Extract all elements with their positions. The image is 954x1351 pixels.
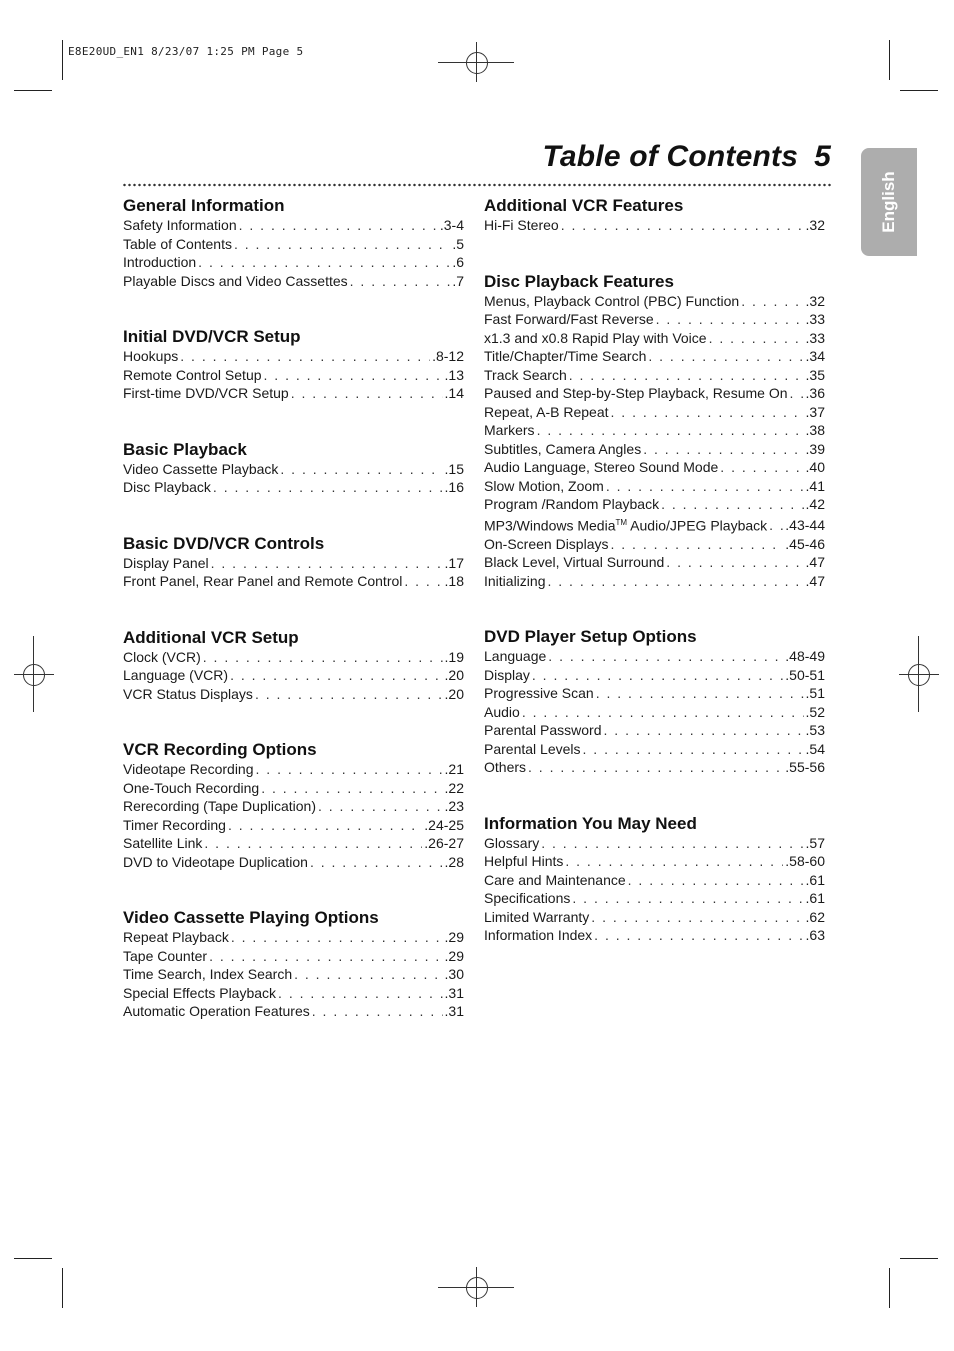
toc-section (123, 195, 464, 290)
dot-leader (572, 889, 803, 908)
entry-page-number: .8-12 (432, 348, 464, 364)
entry-label: First-time DVD/VCR Setup (123, 385, 289, 401)
toc-entry[interactable] (484, 852, 825, 871)
entry-page-number: .29 (444, 947, 464, 964)
toc-entry[interactable] (123, 666, 464, 685)
entry-page-number: .63 (805, 927, 825, 944)
entry-label: Progressive Scan (484, 685, 594, 702)
toc-section (123, 326, 464, 403)
toc-entry[interactable] (123, 685, 464, 704)
entry-label: One-Touch Recording (123, 779, 260, 796)
dot-leader (180, 347, 430, 366)
dot-leader (404, 572, 442, 591)
entry-page-number: .41 (805, 477, 825, 494)
dot-leader (310, 853, 443, 872)
dot-leader (611, 535, 784, 554)
entry-label: Initializing (484, 572, 546, 589)
toc-entry[interactable] (123, 478, 464, 497)
toc-entry[interactable] (484, 477, 825, 496)
section-title: General Information (123, 196, 285, 215)
entry-page-number: .54 (805, 740, 825, 757)
dot-leader (522, 703, 804, 722)
toc-entry[interactable] (123, 235, 464, 254)
toc-entry[interactable] (484, 514, 825, 535)
dot-leader (239, 216, 438, 235)
toc-entry[interactable] (484, 721, 825, 740)
dot-leader (280, 460, 442, 479)
toc-section (484, 626, 825, 777)
entry-label: Language (484, 648, 547, 665)
entry-page-number: .7 (452, 272, 464, 289)
dot-leader (666, 553, 803, 572)
language-tab-label: English (879, 171, 898, 233)
entry-label: Slow Motion, Zoom (484, 477, 604, 494)
entry-label: Satellite Link (123, 835, 203, 851)
entry-page-number: .37 (805, 403, 825, 420)
dot-leader (790, 384, 804, 403)
toc-entry[interactable] (123, 760, 464, 779)
entry-page-number: .14 (444, 385, 464, 401)
toc-entry[interactable] (484, 329, 825, 348)
entry-label: Videotape Recording (123, 761, 254, 777)
toc-section (123, 907, 464, 1021)
toc-entry[interactable] (484, 684, 825, 703)
dot-leader (211, 554, 443, 573)
entry-page-number: .50-51 (785, 666, 825, 683)
toc-entry[interactable] (484, 440, 825, 459)
entry-label-text: MP3/Windows Media (484, 517, 616, 534)
entry-page-number: .40 (805, 459, 825, 475)
entry-page-number: .47 (805, 554, 825, 571)
entry-page-number: .35 (805, 366, 825, 383)
dot-leader (604, 721, 804, 740)
entry-label: VCR Status Displays (123, 685, 253, 702)
toc-entry[interactable] (484, 216, 825, 235)
toc-entry[interactable] (123, 1002, 464, 1021)
entry-label (484, 514, 767, 535)
dot-leader (528, 758, 783, 777)
dot-leader (656, 310, 804, 329)
toc-entry[interactable] (123, 253, 464, 272)
entry-page-number: .57 (805, 834, 825, 851)
dot-leader (203, 648, 443, 667)
section-title: Basic DVD/VCR Controls (123, 533, 325, 553)
toc-right-column (484, 195, 825, 945)
toc-entry[interactable] (484, 926, 825, 945)
entry-page-number: .20 (444, 685, 464, 702)
language-tab (861, 148, 917, 256)
toc-entry[interactable] (484, 647, 825, 666)
crop-mark-bottom-right-v (889, 1268, 890, 1308)
dot-leader (583, 740, 804, 759)
entry-page-number: .43-44 (785, 517, 825, 534)
toc-section (484, 195, 825, 235)
entry-label: Title/Chapter/Time Search (484, 348, 647, 364)
entry-page-number: .38 (805, 422, 825, 438)
entry-label: Helpful Hints (484, 853, 564, 870)
entry-label-text-cont: Audio/JPEG Playback (627, 517, 768, 534)
dot-leader (209, 947, 442, 966)
dot-leader (228, 816, 422, 835)
entry-label: Markers (484, 422, 535, 438)
crop-mark-bottom-right-h (900, 1258, 938, 1259)
dot-leader (350, 272, 451, 291)
entry-label: Repeat Playback (123, 929, 229, 945)
section-title: VCR Recording Options (123, 740, 317, 759)
dot-leader (318, 797, 443, 816)
entry-page-number: .16 (444, 479, 464, 495)
entry-label: Playable Discs and Video Cassettes (123, 272, 348, 289)
entry-label: Time Search, Index Search (123, 966, 293, 982)
entry-page-number: .24-25 (424, 816, 464, 833)
toc-entry[interactable] (123, 816, 464, 835)
dot-leader (769, 516, 783, 535)
entry-label: On-Screen Displays (484, 535, 609, 552)
entry-page-number: .23 (444, 798, 464, 814)
entry-label: Parental Levels (484, 740, 581, 757)
dot-leader (294, 965, 442, 984)
dot-leader (591, 908, 803, 927)
toc-entry[interactable] (123, 947, 464, 966)
toc-entry[interactable] (123, 928, 464, 947)
dot-leader (561, 216, 804, 235)
toc-section (123, 627, 464, 704)
section-title: Information You May Need (484, 813, 697, 833)
dot-leader (532, 666, 783, 685)
dot-leader (720, 458, 803, 477)
toc-entry[interactable] (484, 366, 825, 385)
section-title: Additional VCR Features (484, 196, 684, 215)
entry-label: Subtitles, Camera Angles (484, 440, 642, 457)
entry-label: Black Level, Virtual Surround (484, 554, 665, 571)
toc-entry[interactable] (484, 740, 825, 759)
entry-label: Audio Language, Stereo Sound Mode (484, 459, 719, 475)
toc-entry[interactable] (123, 272, 464, 291)
dot-leader (537, 421, 804, 440)
toc-entry[interactable] (484, 666, 825, 685)
entry-page-number: .33 (805, 329, 825, 346)
dot-leader (264, 366, 443, 385)
crop-mark-top-right-v (889, 40, 890, 80)
dot-leader (278, 984, 442, 1003)
dot-leader (230, 666, 442, 685)
dot-leader (548, 647, 783, 666)
entry-label: Video Cassette Playback (123, 460, 279, 477)
dot-leader (291, 384, 443, 403)
dot-leader (565, 852, 783, 871)
entry-label: Rerecording (Tape Duplication) (123, 798, 316, 814)
toc-entry[interactable] (484, 310, 825, 329)
entry-label: Language (VCR) (123, 667, 229, 683)
entry-label: Tape Counter (123, 947, 208, 964)
page-number: 5 (814, 140, 831, 173)
dot-leader (741, 292, 803, 311)
toc-entry[interactable] (123, 834, 464, 853)
entry-page-number: .39 (805, 440, 825, 457)
entry-page-number: .18 (444, 573, 464, 589)
entry-page-number: .62 (805, 908, 825, 925)
entry-page-number: .26-27 (424, 835, 464, 851)
entry-label: DVD to Videotape Duplication (123, 853, 308, 870)
dot-leader (628, 871, 804, 890)
entry-label: Paused and Step-by-Step Playback, Resume On (484, 385, 788, 401)
entry-page-number: .32 (805, 292, 825, 309)
entry-page-number: .31 (444, 984, 464, 1001)
toc-entry[interactable] (484, 384, 825, 403)
toc-section (123, 439, 464, 497)
crop-mark-bottom-left-h (14, 1258, 52, 1259)
section-title: Disc Playback Features (484, 271, 674, 291)
entry-page-number: .3-4 (439, 217, 464, 233)
entry-page-number: .33 (805, 311, 825, 327)
entry-label: Timer Recording (123, 816, 226, 833)
dot-leader (256, 760, 443, 779)
entry-page-number: .61 (805, 890, 825, 907)
entry-page-number: .28 (444, 853, 464, 870)
dot-leader (204, 834, 422, 853)
toc-section (123, 739, 464, 871)
toc-entry[interactable] (123, 797, 464, 816)
dot-leader (541, 834, 803, 853)
crop-mark-bottom-left-v (62, 1268, 63, 1308)
toc-entry[interactable] (123, 366, 464, 385)
entry-label: Table of Contents (123, 235, 232, 252)
toc-entry[interactable] (484, 495, 825, 514)
entry-label: Introduction (123, 254, 197, 270)
toc-entry[interactable] (123, 216, 464, 235)
entry-page-number: .20 (444, 667, 464, 683)
section-title: Video Cassette Playing Options (123, 908, 379, 927)
entry-page-number: .17 (444, 554, 464, 571)
entry-page-number: .51 (805, 685, 825, 702)
dot-leader (231, 928, 443, 947)
entry-page-number: .31 (444, 1003, 464, 1019)
entry-page-number: .22 (444, 779, 464, 796)
print-slug: E8E20UD_EN1 8/23/07 1:25 PM Page 5 (68, 45, 304, 58)
dot-leader (261, 779, 442, 798)
dot-leader (594, 926, 803, 945)
entry-page-number: .58-60 (785, 853, 825, 870)
entry-page-number: .53 (805, 722, 825, 739)
dot-leader (606, 477, 804, 496)
entry-label: Hookups (123, 348, 179, 364)
dot-leader (547, 572, 803, 591)
entry-label: Specifications (484, 890, 571, 907)
entry-label: Glossary (484, 834, 540, 851)
toc-entry[interactable] (484, 758, 825, 777)
entry-page-number: .21 (444, 761, 464, 777)
trademark-mark: TM (615, 517, 628, 527)
toc-entry[interactable] (484, 889, 825, 908)
entry-label: Hi-Fi Stereo (484, 217, 559, 233)
entry-page-number: .29 (444, 929, 464, 945)
entry-label: Fast Forward/Fast Reverse (484, 311, 654, 327)
dot-leader (611, 403, 804, 422)
toc-entry[interactable] (123, 347, 464, 366)
section-title: Additional VCR Setup (123, 627, 299, 647)
section-title: DVD Player Setup Options (484, 627, 697, 647)
dot-leader (198, 253, 450, 272)
entry-label: Menus, Playback Control (PBC) Function (484, 292, 740, 309)
entry-label: Safety Information (123, 217, 237, 233)
toc-entry[interactable] (484, 553, 825, 572)
page-title (542, 140, 831, 174)
entry-label: Display Panel (123, 554, 209, 571)
toc-section (484, 271, 825, 591)
toc-entry[interactable] (123, 965, 464, 984)
entry-label: Audio (484, 703, 520, 720)
entry-label: Program /Random Playback (484, 496, 660, 512)
dot-leader (661, 495, 803, 514)
toc-entry[interactable] (484, 703, 825, 722)
dot-leader (709, 329, 804, 348)
entry-label: Others (484, 759, 527, 776)
section-title: Initial DVD/VCR Setup (123, 327, 301, 346)
entry-page-number: .45-46 (785, 535, 825, 552)
entry-page-number: .30 (444, 966, 464, 982)
entry-page-number: .36 (805, 385, 825, 401)
entry-label: Clock (VCR) (123, 648, 201, 665)
entry-label: Care and Maintenance (484, 871, 626, 888)
dot-leader (312, 1002, 443, 1021)
toc-entry[interactable] (123, 984, 464, 1003)
dot-leader (213, 478, 443, 497)
entry-label: Limited Warranty (484, 908, 590, 925)
entry-page-number: .34 (805, 348, 825, 364)
entry-label: Disc Playback (123, 479, 211, 495)
dot-leader (234, 235, 450, 254)
toc-entry[interactable] (484, 908, 825, 927)
toc-entry[interactable] (484, 403, 825, 422)
entry-label: Front Panel, Rear Panel and Remote Control (123, 573, 403, 589)
toc-entry[interactable] (484, 292, 825, 311)
entry-page-number: .61 (805, 871, 825, 888)
entry-page-number: .47 (805, 572, 825, 589)
toc-entry[interactable] (484, 347, 825, 366)
toc-section (484, 813, 825, 945)
entry-label: Remote Control Setup (123, 366, 262, 383)
crop-mark-top-right-h (900, 90, 938, 91)
crop-mark-top-left-v (62, 40, 63, 80)
toc-entry[interactable] (123, 384, 464, 403)
entry-page-number: .52 (805, 703, 825, 720)
dot-leader (648, 347, 803, 366)
entry-page-number: .19 (444, 648, 464, 665)
toc-section (123, 533, 464, 591)
entry-page-number: .42 (805, 496, 825, 512)
entry-label: Parental Password (484, 722, 602, 739)
dot-leader (596, 684, 804, 703)
entry-label: Automatic Operation Features (123, 1003, 310, 1019)
section-title: Basic Playback (123, 439, 247, 459)
dot-leader (255, 685, 443, 704)
entry-page-number: .13 (444, 366, 464, 383)
dot-leader (569, 366, 804, 385)
dotted-rule (122, 183, 832, 187)
entry-page-number: .15 (444, 460, 464, 477)
dot-leader (643, 440, 803, 459)
entry-label: Information Index (484, 927, 593, 944)
page-title-text: Table of Contents (542, 140, 799, 173)
toc-entry[interactable] (123, 648, 464, 667)
entry-page-number: .55-56 (785, 759, 825, 776)
toc-left-column (123, 195, 464, 1021)
toc-entry[interactable] (123, 853, 464, 872)
entry-label: Display (484, 666, 530, 683)
toc-entry[interactable] (123, 460, 464, 479)
crop-mark-top-left-h (14, 90, 52, 91)
toc-entry[interactable] (484, 421, 825, 440)
entry-label: Special Effects Playback (123, 984, 277, 1001)
toc-entry[interactable] (484, 458, 825, 477)
toc-entry[interactable] (123, 554, 464, 573)
entry-page-number: .32 (805, 217, 825, 233)
entry-label: Track Search (484, 366, 567, 383)
toc-entry[interactable] (484, 572, 825, 591)
toc-entry[interactable] (123, 572, 464, 591)
entry-page-number: .48-49 (785, 648, 825, 665)
toc-entry[interactable] (123, 779, 464, 798)
entry-label: x1.3 and x0.8 Rapid Play with Voice (484, 329, 707, 346)
toc-entry[interactable] (484, 834, 825, 853)
entry-page-number: .5 (452, 235, 464, 252)
entry-label: Repeat, A-B Repeat (484, 403, 609, 420)
toc-entry[interactable] (484, 871, 825, 890)
toc-entry[interactable] (484, 535, 825, 554)
entry-page-number: .6 (452, 254, 464, 270)
